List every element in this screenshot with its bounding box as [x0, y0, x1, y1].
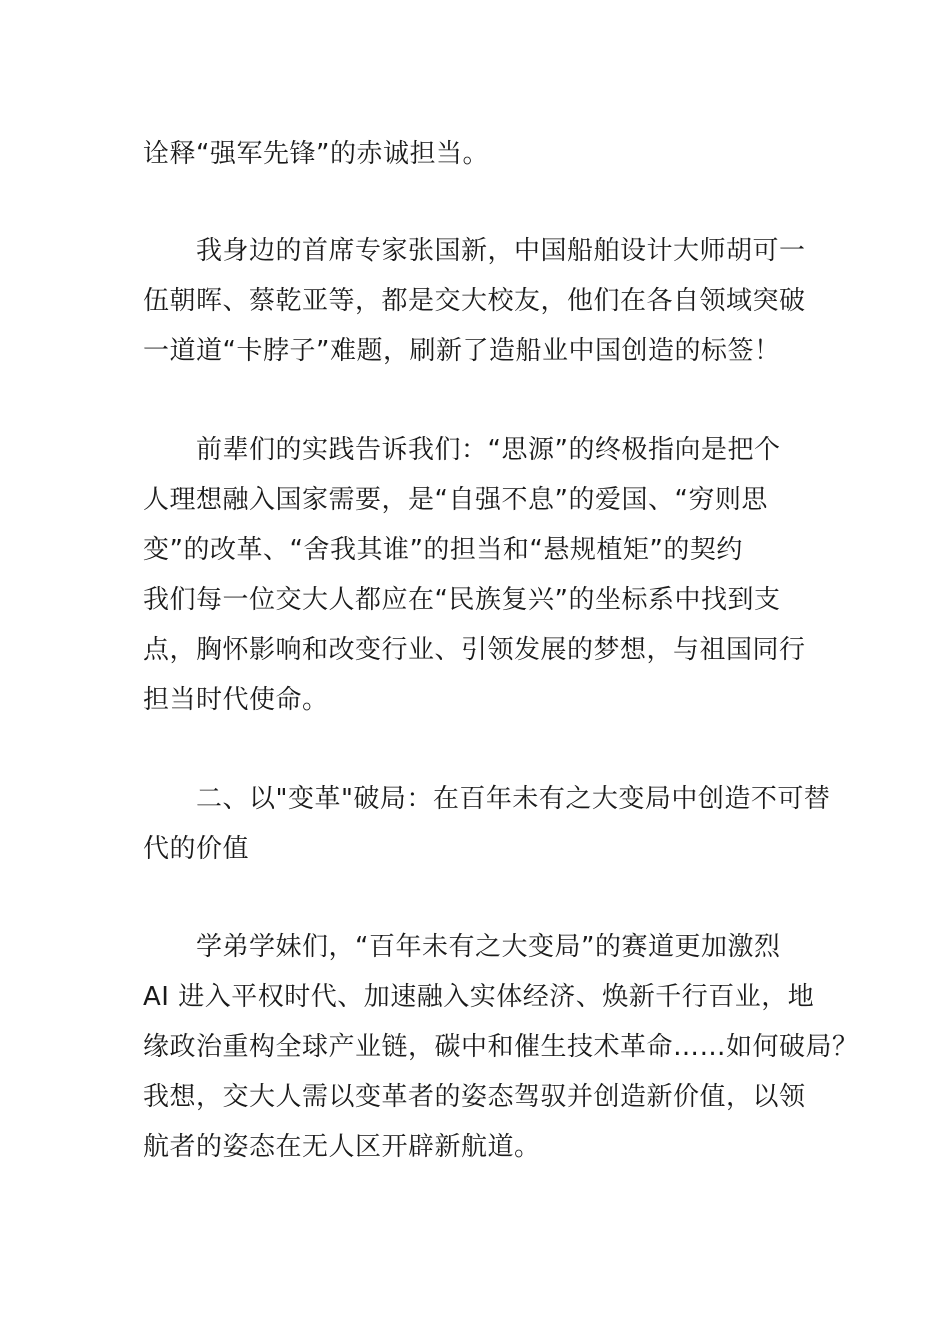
- paragraph-line: 我身边的首席专家张国新，中国船舶设计大师胡可一: [196, 236, 806, 266]
- paragraph-line: 航者的姿态在无人区开辟新航道。: [143, 1132, 541, 1162]
- paragraph-line: 担当时代使命。: [143, 685, 329, 715]
- paragraph-line: 前辈们的实践告诉我们：“思源”的终极指向是把个: [196, 435, 781, 465]
- paragraph-line: 一道道“卡脖子”难题，刷新了造船业中国创造的标签！: [143, 336, 781, 366]
- paragraph-line: 我想，交大人需以变革者的姿态驾驭并创造新价值，以领: [143, 1082, 806, 1112]
- section-heading: 二、以"变革"破局：在百年未有之大变局中创造不可替: [196, 784, 831, 814]
- section-heading: 代的价值: [143, 834, 250, 864]
- paragraph-line: 学弟学妹们，“百年未有之大变局”的赛道更加激烈: [196, 932, 781, 962]
- paragraph-line: 诠释“强军先锋”的赤诚担当。: [143, 139, 489, 169]
- paragraph-line: 缘政治重构全球产业链，碳中和催生技术革命……如何破局？: [143, 1032, 859, 1062]
- paragraph-line: 人理想融入国家需要，是“自强不息”的爱国、“穷则思: [143, 485, 768, 515]
- paragraph-line: 变”的改革、“舍我其谁”的担当和“悬规植矩”的契约: [143, 535, 743, 565]
- paragraph-line: 点，胸怀影响和改变行业、引领发展的梦想，与祖国同行: [143, 635, 806, 665]
- paragraph-line: AI 进入平权时代、加速融入实体经济、焕新千行百业，地: [143, 982, 815, 1012]
- paragraph-line: 伍朝晖、蔡乾亚等，都是交大校友，他们在各自领域突破: [143, 286, 806, 316]
- paragraph-line: 我们每一位交大人都应在“民族复兴”的坐标系中找到支: [143, 585, 781, 615]
